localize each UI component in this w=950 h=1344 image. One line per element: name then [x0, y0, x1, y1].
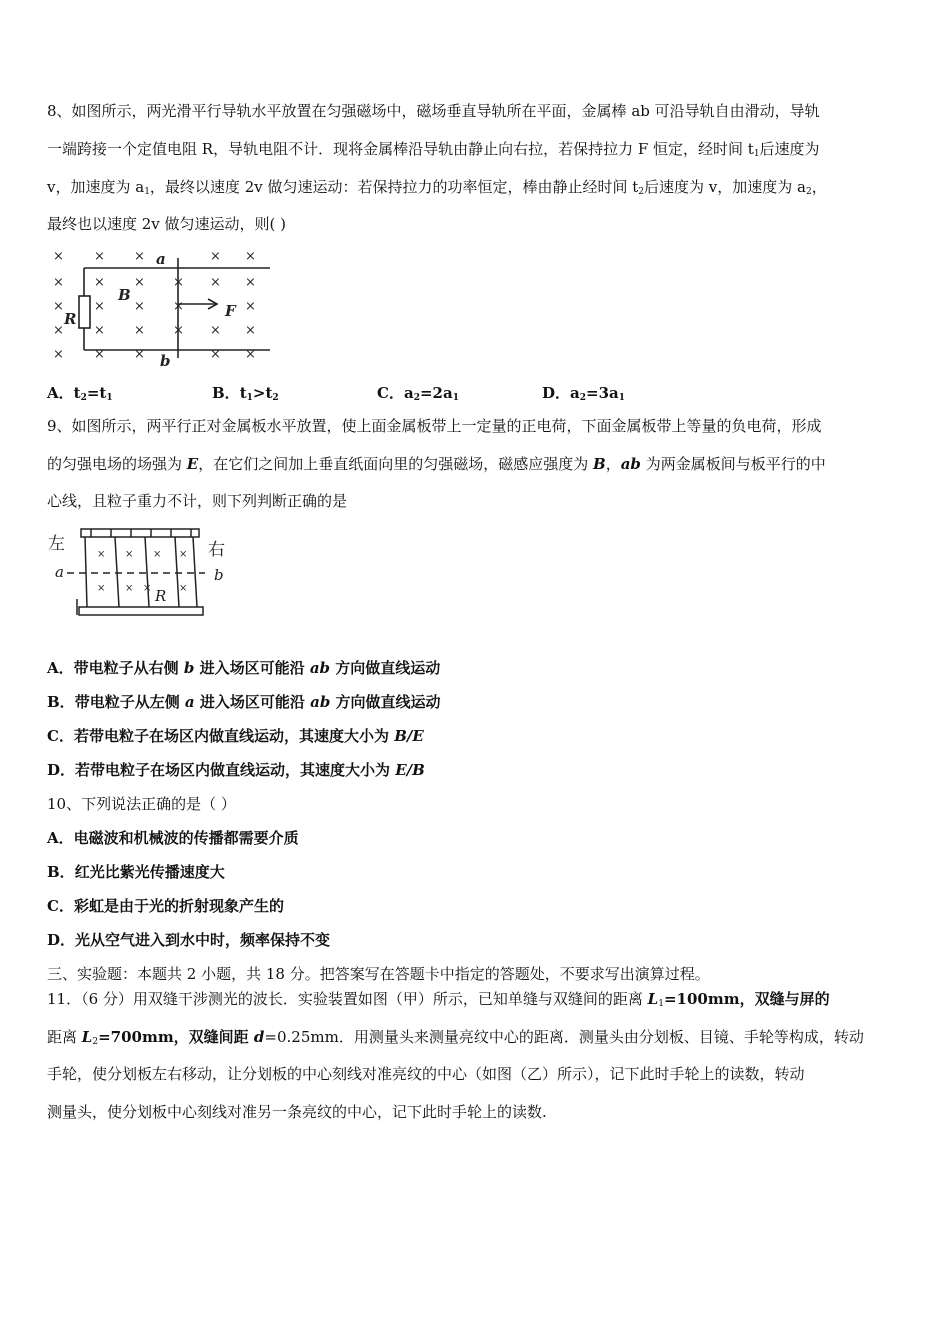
svg-text:×: ×	[245, 249, 256, 264]
q11-line-2: 距离 $L_2=700mm$，双缝间距 d=0.25mm．用测量头来测量亮纹中心的距离．测量头由分划板、目镜、手轮等构成，转动	[47, 1028, 864, 1047]
q8-line-1: 8、如图所示，两光滑平行导轨水平放置在匀强磁场中，磁场垂直导轨所在平面，金属棒 ab 可沿导轨自由滑动，导轨	[47, 102, 820, 120]
svg-text:×: ×	[153, 549, 162, 560]
q9-option-c: C．若带电粒子在场区内做直线运动，其速度大小为 B/E	[47, 727, 424, 745]
svg-text:×: ×	[245, 275, 256, 290]
svg-text:×: ×	[210, 249, 221, 264]
q8-line-3: v，加速度为 $a_1$，最终以速度 2v 做匀速运动：若保持拉力的功率恒定，棒由静止经时间 $t_2$后速度为 v，加速度为 $a_2$，	[47, 178, 827, 197]
svg-text:×: ×	[97, 549, 106, 560]
svg-text:×: ×	[94, 323, 105, 338]
svg-text:×: ×	[245, 323, 256, 338]
q8-label-b: b	[160, 352, 171, 368]
svg-text:×: ×	[210, 323, 221, 338]
q9-label-a: a	[55, 563, 64, 581]
q9-label-R: R	[155, 587, 167, 605]
svg-text:×: ×	[94, 275, 105, 290]
svg-text:×: ×	[125, 549, 134, 560]
svg-text:×: ×	[134, 299, 145, 314]
q10-option-c: C．彩虹是由于光的折射现象产生的	[47, 897, 284, 915]
q8-option-b: B．$t_1>t_2$	[212, 384, 279, 403]
svg-text:×: ×	[173, 299, 184, 314]
q9-line-2: 的匀强电场的场强为 E，在它们之间加上垂直纸面向里的匀强磁场，磁感应强度为 B，ab 为两金属板间与板平行的中	[47, 455, 826, 473]
q8-label-F: F	[225, 302, 236, 320]
q9-plates-figure	[45, 525, 235, 630]
svg-text:×: ×	[245, 299, 256, 314]
svg-text:×: ×	[97, 583, 106, 594]
q9-label-right: 右	[208, 540, 225, 560]
q10-option-a: A．电磁波和机械波的传播都需要介质	[47, 829, 299, 847]
svg-text:×: ×	[179, 549, 188, 560]
q9-option-d: D．若带电粒子在场区内做直线运动，其速度大小为 E/B	[47, 761, 425, 779]
svg-text:×: ×	[125, 583, 134, 594]
q8-label-R: R	[64, 310, 77, 328]
svg-text:×: ×	[179, 583, 188, 594]
svg-text:×: ×	[53, 323, 64, 338]
q9-line-1: 9、如图所示，两平行正对金属板水平放置，使上面金属板带上一定量的正电荷，下面金属板带上等量的负电荷，形成	[47, 417, 822, 435]
svg-text:×: ×	[245, 347, 256, 362]
q9-option-b: B．带电粒子从左侧 a 进入场区可能沿 ab 方向做直线运动	[47, 693, 441, 711]
q8-circuit-figure	[48, 248, 280, 368]
q11-line-1: 11．（6 分）用双缝干涉测光的波长．实验装置如图（甲）所示，已知单缝与双缝间的距离 $L_1=100mm$，双缝与屏的	[47, 990, 830, 1009]
q8-line-2: 一端跨接一个定值电阻 R，导轨电阻不计．现将金属棒沿导轨由静止向右拉，若保持拉力 F 恒定，经时间 $t_1$后速度为	[47, 140, 820, 159]
svg-text:×: ×	[134, 249, 145, 264]
svg-text:×: ×	[53, 347, 64, 362]
q8-label-a: a	[156, 250, 166, 268]
svg-text:×: ×	[53, 249, 64, 264]
q9-line-3: 心线，且粒子重力不计，则下列判断正确的是	[47, 492, 348, 510]
q9-option-a: A．带电粒子从右侧 b 进入场区可能沿 ab 方向做直线运动	[47, 659, 441, 677]
svg-text:×: ×	[53, 275, 64, 290]
svg-text:×: ×	[53, 299, 64, 314]
q8-option-d: D．$a_2=3a_1$	[542, 384, 626, 403]
q8-option-a: A．$t_2=t_1$	[47, 384, 113, 403]
q8-option-c: C．$a_2=2a_1$	[377, 384, 459, 403]
q10-option-b: B．红光比紫光传播速度大	[47, 863, 225, 881]
q11-line-4: 测量头，使分划板中心刻线对准另一条亮纹的中心，记下此时手轮上的读数.	[47, 1103, 547, 1121]
section-3-heading: 三、实验题：本题共 2 小题，共 18 分。把答案写在答题卡中指定的答题处，不要求写出演算过程。	[47, 965, 710, 983]
svg-text:×: ×	[94, 347, 105, 362]
svg-text:×: ×	[143, 583, 152, 594]
svg-text:×: ×	[173, 275, 184, 290]
q10-option-d: D．光从空气进入到水中时，频率保持不变	[47, 931, 331, 949]
svg-text:×: ×	[173, 323, 184, 338]
q11-line-3: 手轮，使分划板左右移动，让分划板的中心刻线对准亮纹的中心（如图（乙）所示），记下此时手轮上的读数，转动	[47, 1065, 805, 1083]
svg-text:×: ×	[134, 347, 145, 362]
svg-text:×: ×	[210, 275, 221, 290]
q9-label-b: b	[214, 566, 224, 584]
svg-text:×: ×	[134, 323, 145, 338]
q10-stem: 10、下列说法正确的是（ ）	[47, 795, 236, 813]
q8-line-4: 最终也以速度 2v 做匀速运动，则( )	[47, 215, 287, 233]
svg-text:×: ×	[210, 347, 221, 362]
q8-label-B: B	[118, 286, 131, 304]
svg-text:×: ×	[94, 299, 105, 314]
q9-label-left: 左	[48, 534, 65, 554]
svg-text:×: ×	[94, 249, 105, 264]
svg-text:×: ×	[134, 275, 145, 290]
